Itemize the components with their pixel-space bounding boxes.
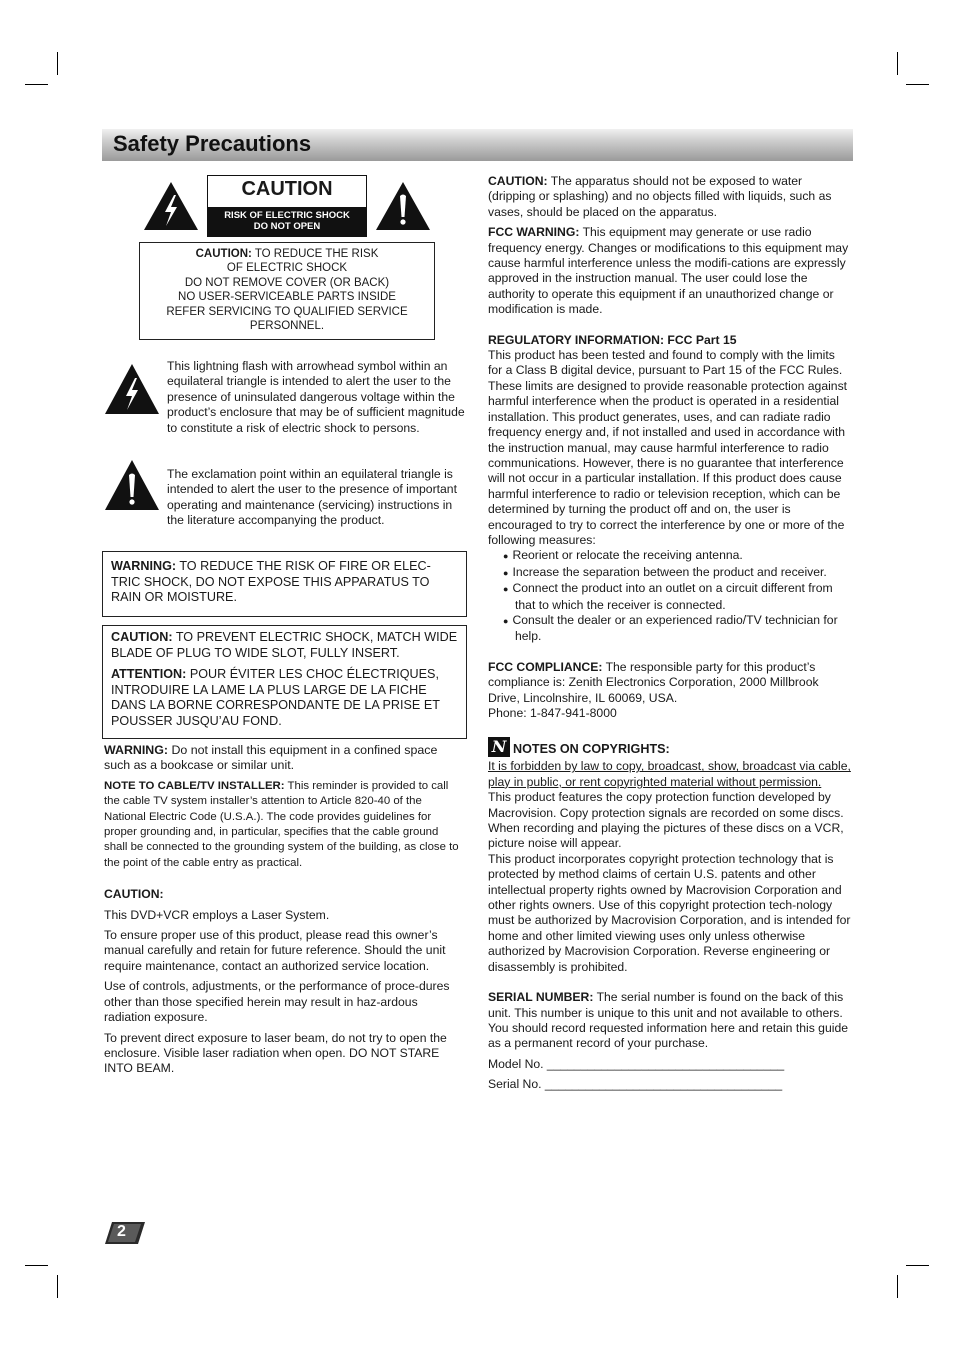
caution-line: REFER SERVICING TO QUALIFIED SERVICE: [166, 305, 408, 318]
phone-number: Phone: 1-847-941-8000: [488, 706, 617, 720]
caution-lead: CAUTION:: [488, 174, 548, 188]
laser-paragraph: This DVD+VCR employs a Laser System.: [104, 907, 330, 922]
crop-mark: [906, 84, 929, 85]
warning-lead: WARNING:: [111, 559, 177, 573]
plug-caution-box: [102, 625, 467, 739]
crop-mark: [57, 52, 58, 75]
measures-list: [488, 548, 852, 644]
exclamation-text: The exclamation point within an equilateral triangle is intended to alert the user to the presence of important operating and maintenance (servicing) instructions in the literature accompanying the product.: [167, 467, 457, 528]
measure-item: ● Increase the separation between the product and receiver.: [488, 565, 852, 581]
exclamation-explanation: [167, 467, 467, 529]
caution-line: NO USER-SERVICEABLE PARTS INSIDE: [178, 291, 396, 304]
page-number-text: 2: [117, 1223, 126, 1240]
caution-line: PERSONNEL.: [249, 320, 325, 333]
attention-lead: ATTENTION:: [111, 667, 187, 682]
installer-text: This reminder is provided to call the cable TV system installer’s attention to Article 820-40 of the National Electric Code (U.S.A.). The code provides guidelines for proper grounding and, in particular, specifies that the cable ground shall be connected to the grounding system of the building, as close to the point of the cable entry as practical.: [104, 779, 459, 869]
lightning-explanation: [167, 359, 467, 436]
caution-label-line: RISK OF ELECTRIC SHOCK: [224, 210, 350, 221]
regulatory-heading: REGULATORY INFORMATION: FCC Part 15: [488, 332, 737, 347]
serial-text: The serial number is found on the back of this unit. This number is unique to this unit and not available to others. You should record requested information here and retain this guide as a permanent record of your purchase.: [488, 990, 848, 1051]
laser-paragraph: To prevent direct exposure to laser beam, do not try to open the enclosure. Visible laser radiation when open. DO NOT STARE INTO BEAM.: [104, 1030, 447, 1076]
caution-heading: CAUTION:: [104, 887, 164, 902]
lightning-symbol-icon: [104, 363, 160, 415]
copyright-paragraph: This product incorporates copyright protection technology that is protected by method claims of certain U.S. patents and other intellectual property rights owned by Macrovision Corporation and other rights owners. Use of this copyright protection tech-nology must be authorized by Macrovision Corporation, and is intended for home and other limited viewing uses only unless otherwise authorized by Macrovision Corporation. Reverse engineering or disassembly is prohibited.: [488, 851, 851, 974]
caution-label: [207, 175, 367, 237]
title-bar: [102, 129, 853, 161]
caution-text: The apparatus should not be exposed to water (dripping or splashing) and no objects filled with liquids, such as vases, should be placed on the apparatus.: [488, 174, 832, 219]
copyright-paragraph: This product features the copy protection function developed by Macrovision. Copy protection signals are recorded on some discs. When recording and playing the pictures of these discs on a VCR, picture noise will appear.: [488, 790, 844, 851]
caution-text: TO PREVENT ELECTRIC SHOCK, MATCH WIDE BLADE OF PLUG TO WIDE SLOT, FULLY INSERT.: [111, 630, 458, 660]
attention-text: POUR ÉVITER LES CHOC ÉLECTRIQUES, INTRODUIRE LA LAME LA PLUS LARGE DE LA FICHE DANS LA BORNE CORRESPONDANTE DE LA PRISE ET POUSSER JUSQU’AU FOND.: [111, 667, 440, 728]
compliance-text: The responsible party for this product’s compliance is: Zenith Electronics Corporation, 2000 Millbrook Drive, Lincolnshire, IL 60069, USA.: [488, 659, 819, 705]
right-column-text: [488, 174, 852, 1093]
exclamation-symbol-icon: [104, 459, 160, 511]
measure-item: ● Reorient or relocate the receiving antenna.: [488, 548, 852, 564]
caution-label-title: CAUTION: [241, 178, 333, 200]
caution-label-strip: [208, 207, 366, 236]
lightning-warning-icon: [143, 181, 199, 231]
crop-mark: [25, 1265, 48, 1266]
caution-lead: CAUTION:: [111, 630, 173, 644]
measure-item: ● Connect the product into an outlet on a circuit different from that to which the receiver is connected.: [488, 581, 852, 613]
serial-lead: SERIAL NUMBER:: [488, 990, 594, 1005]
crop-mark: [25, 84, 48, 85]
caution-lead: CAUTION:: [195, 248, 252, 260]
crop-mark: [906, 1265, 929, 1266]
laser-paragraph: Use of controls, adjustments, or the performance of proce-dures other than those specified herein may result in haz-ardous radiation exposure.: [104, 979, 450, 1025]
copyright-notice: It is forbidden by law to copy, broadcast, show, broadcast via cable, play in public, or rent copyrighted material without permission.: [488, 759, 851, 789]
installer-lead: NOTE TO CABLE/TV INSTALLER:: [104, 779, 285, 792]
caution-risk-box: [139, 242, 435, 340]
model-number-field: Model No. ___________________________________: [488, 1056, 785, 1071]
page-number: [104, 1221, 146, 1245]
crop-mark: [897, 52, 898, 75]
regulatory-text: This product has been tested and found to comply with the limits for a Class B digital device, pursuant to Part 15 of the FCC Rules. These limits are designed to provide reasonable protection against harmful interference when the product is operated in a residential installation. This product generates, uses, and can radiate radio frequency energy and, if not installed and used in accordance with the instruction manual, may cause harmful interference to radio communications. However, there is no guarantee that interference will not occur in a particular installation. If this product does cause harmful interference to radio or television reception, which can be determined by turning the product off and on, the user is encouraged to try to correct the interference by one or more of the following measures:: [488, 348, 848, 547]
exclamation-warning-icon: [375, 181, 431, 231]
fcc-warning-text: This equipment may generate or use radio frequency energy. Changes or modifications to this equipment may cause harmful interference unless the modifi-cations are expressly approved in the instruction manual. The user could lose the authority to operate this equipment if an unauthorized change or modification is made.: [488, 225, 849, 317]
caution-line: TO REDUCE THE RISK: [251, 248, 379, 260]
warning-lead: WARNING:: [104, 743, 169, 757]
serial-number-field: Serial No. ___________________________________: [488, 1077, 783, 1092]
crop-mark: [897, 1275, 898, 1298]
fcc-warning-lead: FCC WARNING:: [488, 225, 580, 240]
caution-line: OF ELECTRIC SHOCK: [226, 262, 348, 275]
left-column-text: [104, 743, 464, 1077]
caution-label-line: DO NOT OPEN: [253, 221, 321, 232]
notes-heading: NOTES ON COPYRIGHTS:: [513, 742, 670, 756]
warning-text: TO REDUCE THE RISK OF FIRE OR ELEC-TRIC SHOCK, DO NOT EXPOSE THIS APPARATUS TO RAIN OR MOISTURE.: [111, 559, 431, 605]
notes-icon: N: [488, 737, 510, 757]
lightning-text: This lightning flash with arrowhead symbol within an equilateral triangle is intended to alert the user to the presence of uninsulated dangerous voltage within the product’s enclosure that may be of sufficient magnitude to constitute a risk of electric shock to persons.: [167, 359, 465, 435]
crop-mark: [57, 1275, 58, 1298]
warning-text: Do not install this equipment in a confined space such as a bookcase or similar unit.: [104, 743, 438, 773]
page-title: Safety Precautions: [113, 131, 312, 156]
fire-warning-box: [102, 551, 467, 617]
laser-paragraph: To ensure proper use of this product, please read this owner’s manual carefully and retain for future reference. Should the unit require maintenance, contact an authorized service location.: [104, 928, 446, 973]
measure-item: ● Consult the dealer or an experienced radio/TV technician for help.: [488, 613, 852, 645]
compliance-lead: FCC COMPLIANCE:: [488, 659, 603, 674]
notes-heading-row: [488, 737, 852, 757]
caution-line: DO NOT REMOVE COVER (OR BACK): [184, 276, 390, 289]
